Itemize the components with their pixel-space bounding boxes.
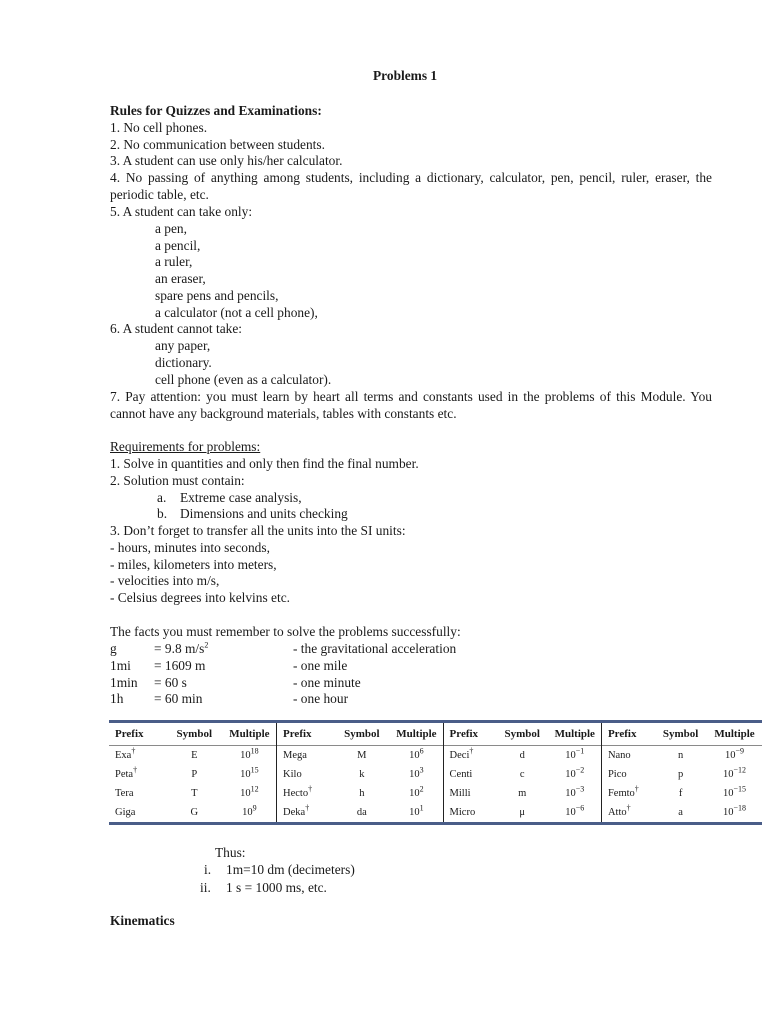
rule-7: 7. Pay attention: you must learn by heart all terms and constants used in the problems of this Module. You cannot have any background materials, tables with constants etc.	[110, 389, 712, 421]
prefix-cell: Nano	[607, 750, 631, 761]
column-header: Prefix	[607, 728, 637, 740]
section-heading: Kinematics	[110, 913, 175, 928]
column-header: Symbol	[176, 728, 213, 740]
fact-symbol: 1min	[110, 675, 138, 690]
prefix-cell: Deka†	[283, 803, 310, 818]
requirement-3: 3. Don’t forget to transfer all the units into the SI units:	[110, 523, 406, 538]
symbol-cell: T	[191, 788, 198, 799]
rule-4: 4. No passing of anything among students, including a dictionary, calculator, pen, pencil, ruler, eraser, the periodic table, etc.	[110, 170, 712, 202]
column-header: Prefix	[115, 728, 144, 740]
symbol-cell: h	[359, 788, 365, 799]
column-header: Multiple	[549, 722, 602, 746]
requirement-1: 1. Solve in quantities and only then find the final number.	[110, 456, 419, 471]
list-marker: b.	[157, 506, 168, 521]
rule-1: 1. No cell phones.	[110, 120, 208, 135]
table-header-row	[109, 722, 762, 746]
symbol-cell: c	[519, 769, 525, 780]
prefix-cell: Giga	[115, 807, 136, 818]
multiple-cell: $10^9$	[223, 803, 277, 824]
prefix-cell: Mega	[283, 750, 307, 761]
multiple-cell: $10^{-18}$	[723, 803, 747, 818]
column-header: Multiple	[223, 722, 277, 746]
rules-heading: Rules for Quizzes and Examinations:	[110, 103, 322, 118]
column-header: Symbol	[344, 728, 380, 740]
symbol-cell: k	[359, 769, 365, 780]
symbol-cell: p	[678, 769, 684, 780]
multiple-cell: $10^{-2}$	[549, 765, 602, 784]
rule-5: 5. A student can take only:	[110, 204, 253, 219]
fact-description: - the gravitational acceleration	[293, 641, 457, 656]
multiple-cell: $10^3$	[390, 765, 443, 784]
unit-conversion: - miles, kilometers into meters,	[110, 557, 277, 572]
fact-symbol: 1mi	[110, 658, 131, 673]
fact-description: - one hour	[293, 691, 349, 706]
fact-value: = 1609 m	[154, 658, 206, 673]
prefix-cell: Deci†	[449, 746, 474, 761]
multiple-cell: $10^{12}$	[223, 784, 277, 803]
fact-symbol: 1h	[110, 691, 124, 706]
requirement-2: 2. Solution must contain:	[110, 473, 245, 488]
si-prefix-table	[109, 720, 762, 824]
multiple-cell: $10^{-9}$	[725, 746, 745, 761]
unit-conversion: - Celsius degrees into kelvins etc.	[110, 590, 290, 605]
multiple-cell: $10^{-15}$	[723, 784, 747, 799]
prefix-cell: Kilo	[283, 769, 302, 780]
rule-6-item: any paper,	[155, 338, 211, 353]
column-header: Symbol	[504, 728, 540, 740]
symbol-cell: E	[191, 750, 198, 761]
list-marker: ii.	[200, 880, 211, 895]
symbol-cell: f	[678, 788, 683, 799]
column-header: Multiple	[714, 728, 755, 740]
list-marker: i.	[204, 862, 212, 877]
multiple-cell: $10^6$	[390, 746, 443, 766]
table-row	[109, 803, 762, 824]
fact-symbol: g	[110, 641, 117, 656]
prefix-cell: Milli	[449, 788, 471, 799]
prefix-cell: Femto†	[607, 784, 639, 799]
rule-5-item: a calculator (not a cell phone),	[155, 305, 318, 320]
rule-3: 3. A student can use only his/her calculator.	[110, 153, 343, 168]
thus-label: Thus:	[215, 845, 246, 860]
column-header: Multiple	[390, 722, 443, 746]
rule-5-item: an eraser,	[155, 271, 206, 286]
fact-value: = 9.8 $m/s^2$	[154, 640, 209, 656]
prefix-cell: Exa†	[115, 746, 136, 761]
fact-value: = 60 min	[154, 691, 203, 706]
prefix-cell: Peta†	[115, 765, 138, 780]
multiple-cell: $10^{15}$	[223, 765, 277, 784]
rule-6-item: dictionary.	[155, 355, 212, 370]
multiple-cell: $10^1$	[390, 803, 443, 824]
rule-6: 6. A student cannot take:	[110, 321, 243, 336]
rule-5-item: a pencil,	[155, 238, 201, 253]
thus-item: 1m=10 dm (decimeters)	[226, 862, 355, 877]
column-header: Symbol	[662, 728, 699, 740]
symbol-cell: n	[678, 750, 684, 761]
prefix-cell: Centi	[449, 769, 473, 780]
rule-6-item: cell phone (even as a calculator).	[155, 372, 332, 387]
multiple-cell: $10^{-6}$	[549, 803, 602, 824]
fact-description: - one mile	[293, 658, 348, 673]
list-marker: a.	[157, 490, 167, 505]
symbol-cell: m	[518, 788, 527, 799]
thus-item: 1 s = 1000 ms, etc.	[226, 880, 327, 895]
symbol-cell: P	[191, 769, 198, 780]
fact-value: = 60 s	[154, 675, 187, 690]
multiple-cell: $10^{18}$	[223, 746, 277, 766]
requirement-2a: Extreme case analysis,	[180, 490, 302, 505]
prefix-cell: Atto†	[607, 803, 631, 818]
symbol-cell: M	[357, 750, 367, 761]
unit-conversion: - hours, minutes into seconds,	[110, 540, 270, 555]
rule-5-item: a pen,	[155, 221, 187, 236]
table-row	[109, 784, 762, 803]
multiple-cell: $10^2$	[390, 784, 443, 803]
rule-5-item: a ruler,	[155, 254, 193, 269]
symbol-cell: μ	[519, 807, 526, 818]
prefix-cell: Pico	[607, 769, 627, 780]
unit-conversion: - velocities into m/s,	[110, 573, 220, 588]
symbol-cell: d	[519, 750, 525, 761]
symbol-cell: G	[190, 807, 199, 818]
facts-intro: The facts you must remember to solve the problems successfully:	[110, 624, 461, 639]
prefix-cell: Micro	[449, 807, 476, 818]
multiple-cell: $10^{-3}$	[549, 784, 602, 803]
table-row	[109, 746, 762, 766]
requirements-heading: Requirements for problems:	[110, 439, 261, 454]
prefix-cell: Tera	[115, 788, 134, 799]
rule-5-item: spare pens and pencils,	[155, 288, 279, 303]
column-header: Prefix	[449, 728, 479, 740]
symbol-cell: a	[678, 807, 683, 818]
prefix-cell: Hecto†	[283, 784, 313, 799]
multiple-cell: $10^{-1}$	[549, 746, 602, 766]
multiple-cell: $10^{-12}$	[723, 765, 747, 780]
symbol-cell: da	[356, 807, 367, 818]
table-row	[109, 765, 762, 784]
requirement-2b: Dimensions and units checking	[180, 506, 348, 521]
fact-description: - one minute	[293, 675, 361, 690]
rule-2: 2. No communication between students.	[110, 137, 325, 152]
page-title: Problems 1	[373, 68, 438, 83]
column-header: Prefix	[283, 728, 312, 740]
